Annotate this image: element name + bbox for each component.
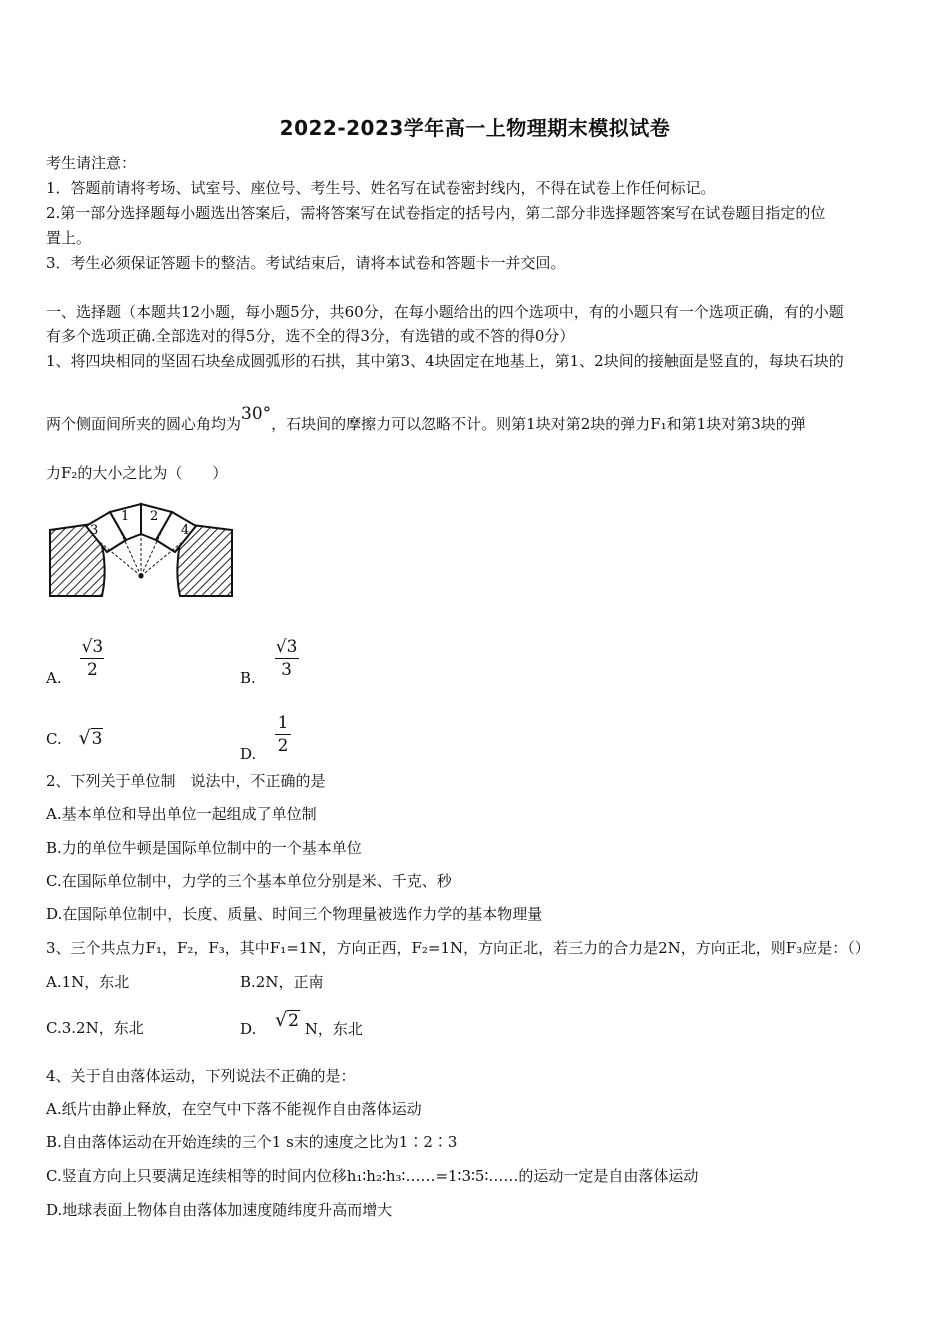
q3-option-c[interactable]: C.3.2N，东北 — [46, 1019, 144, 1037]
stone-label-1: 1 — [121, 509, 130, 524]
stone-label-2: 2 — [150, 509, 159, 524]
q1-option-a[interactable] — [46, 636, 104, 687]
numerator: √3 — [275, 637, 298, 657]
q3-option-b[interactable]: B.2N，正南 — [240, 973, 324, 991]
q1-option-d[interactable] — [240, 712, 291, 763]
numerator: √3 — [81, 637, 104, 657]
q4-option-b[interactable]: B.自由落体运动在开始连续的三个1 s末的速度之比为1∶2∶3 — [46, 1133, 458, 1151]
option-label: D. — [240, 1020, 257, 1038]
numerator: 1 — [277, 713, 289, 733]
q4-option-d[interactable]: D.地球表面上物体自由落体加速度随纬度升高而增大 — [46, 1201, 393, 1219]
q1-angle: 30° — [241, 404, 272, 424]
q4-stem: 4、关于自由落体运动，下列说法不正确的是： — [46, 1067, 356, 1085]
page-title: 2022-2023学年高一上物理期末模拟试卷 — [279, 116, 671, 140]
denominator: 3 — [281, 660, 292, 680]
q3-stem: 3、三个共点力F₁，F₂，F₃，其中F₁=1N，方向正西，F₂=1N，方向正北，若三力的合力是2N，方向正北，则F₃应是：（） — [46, 939, 870, 957]
q1-stem-line-2 — [46, 404, 908, 434]
notice-heading: 考生请注意： — [46, 154, 137, 172]
sqrt-expression: √3 — [78, 727, 103, 749]
q1-option-b[interactable] — [240, 636, 299, 687]
arch-center-point — [139, 574, 144, 579]
section-heading: 一、选择题（本题共12小题，每小题5分，共60分，在每小题给出的四个选项中，有的小题只有一个选项正确，有的小题 — [46, 303, 844, 321]
sqrt-expression: √2 — [275, 1009, 299, 1031]
option-unit: N，东北 — [304, 1020, 363, 1038]
option-label: C. — [46, 730, 62, 748]
notice-item-2: 2.第一部分选择题每小题选出答案后，需将答案写在试卷指定的括号内，第二部分非选择题答案写在试卷题目指定的位 — [46, 204, 826, 222]
fraction — [275, 712, 291, 757]
q4-option-a[interactable]: A.纸片由静止释放，在空气中下落不能视作自由落体运动 — [46, 1100, 422, 1118]
notice-item-3: 3．考生必须保证答题卡的整洁。考试结束后，请将本试卷和答题卡一并交回。 — [46, 254, 566, 272]
q3-option-d[interactable] — [240, 1009, 363, 1038]
stone-label-4: 4 — [181, 523, 190, 538]
option-label: D. — [240, 744, 257, 763]
q2-option-b[interactable]: B.力的单位牛顿是国际单位制中的一个基本单位 — [46, 839, 362, 857]
q1-stem-pre: 两个侧面间所夹的圆心角均为 — [46, 415, 242, 433]
q1-stem-line-1: 1、将四块相同的坚固石块垒成圆弧形的石拱，其中第3、4块固定在地基上，第1、2块间的接触面是竖直的，每块石块的 — [46, 352, 844, 370]
q1-stem-line-3: 力F₂的大小之比为（ ） — [46, 464, 228, 482]
q2-option-a[interactable]: A.基本单位和导出单位一起组成了单位制 — [46, 805, 317, 823]
q1-stem-post: ，石块间的摩擦力可以忽略不计。则第1块对第2块的弹力F₁和第1块对第3块的弹 — [271, 415, 806, 433]
option-label: B. — [240, 668, 256, 687]
denominator: 2 — [86, 660, 98, 680]
stone-label-3: 3 — [90, 523, 99, 538]
stone-arch-figure — [44, 498, 240, 600]
q2-option-d[interactable]: D.在国际单位制中，长度、质量、时间三个物理量被选作力学的基本物理量 — [46, 905, 543, 923]
fraction — [80, 636, 104, 681]
denominator: 2 — [277, 736, 289, 756]
q3-option-a[interactable]: A.1N，东北 — [46, 973, 130, 991]
option-label: A. — [46, 668, 62, 687]
fraction — [275, 636, 299, 681]
q2-option-c[interactable]: C.在国际单位制中，力学的三个基本单位分别是米、千克、秒 — [46, 872, 452, 890]
notice-item-2-cont: 置上。 — [46, 229, 92, 247]
radicand: 2 — [288, 1011, 299, 1031]
radicand: 3 — [91, 729, 103, 749]
q1-option-c[interactable] — [46, 728, 103, 749]
notice-item-1: 1．答题前请将考场、试室号、座位号、考生号、姓名写在试卷密封线内，不得在试卷上作任何标记。 — [46, 179, 716, 197]
q4-option-c[interactable]: C.竖直方向上只要满足连续相等的时间内位移h₁∶h₂∶h₃∶……=1∶3∶5∶……的运动一定是自由落体运动 — [46, 1167, 699, 1185]
section-heading-cont: 有多个选项正确.全部选对的得5分，选不全的得3分，有选错的或不答的得0分） — [46, 327, 575, 345]
q2-stem: 2、下列关于单位制 说法中，不正确的是 — [46, 772, 326, 790]
